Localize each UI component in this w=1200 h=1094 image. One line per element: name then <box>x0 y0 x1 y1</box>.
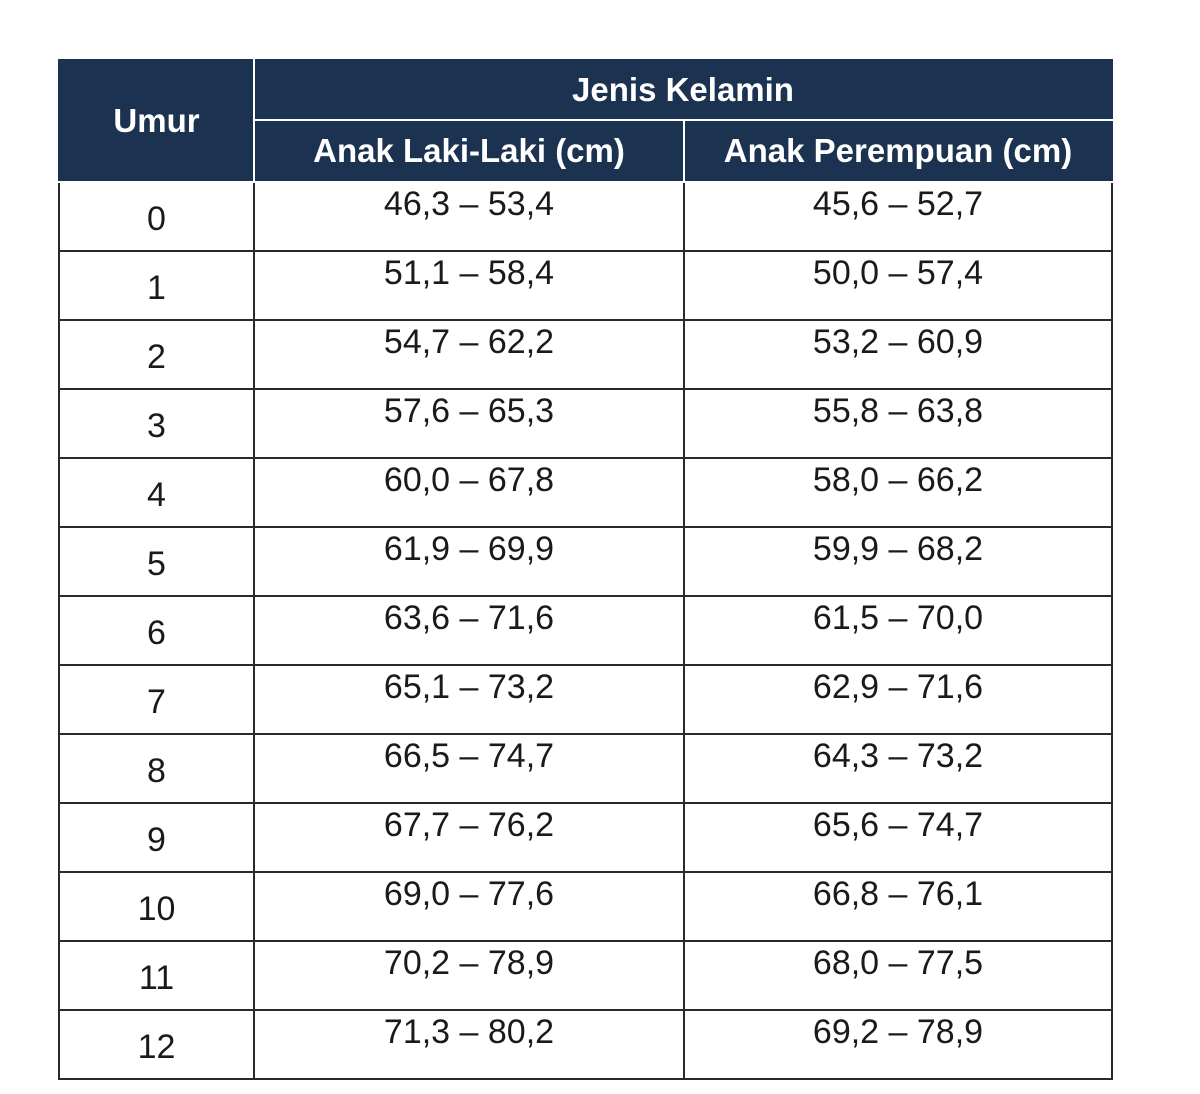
age-cell: 9 <box>59 803 254 872</box>
girl-height-cell: 68,0 – 77,5 <box>684 941 1112 1010</box>
girl-height-cell: 59,9 – 68,2 <box>684 527 1112 596</box>
girl-height-cell: 53,2 – 60,9 <box>684 320 1112 389</box>
age-cell: 7 <box>59 665 254 734</box>
age-cell: 0 <box>59 182 254 251</box>
girl-height-cell: 55,8 – 63,8 <box>684 389 1112 458</box>
table-row <box>59 596 1112 665</box>
boy-column-header: Anak Laki-Laki (cm) <box>254 120 684 182</box>
table-row <box>59 1010 1112 1079</box>
table-row <box>59 251 1112 320</box>
boy-height-cell: 61,9 – 69,9 <box>254 527 684 596</box>
boy-height-cell: 70,2 – 78,9 <box>254 941 684 1010</box>
age-cell: 5 <box>59 527 254 596</box>
table-body <box>59 182 1112 1079</box>
boy-height-cell: 67,7 – 76,2 <box>254 803 684 872</box>
girl-height-cell: 69,2 – 78,9 <box>684 1010 1112 1079</box>
girl-height-cell: 65,6 – 74,7 <box>684 803 1112 872</box>
table-row <box>59 872 1112 941</box>
age-cell: 2 <box>59 320 254 389</box>
age-cell: 8 <box>59 734 254 803</box>
girl-height-cell: 58,0 – 66,2 <box>684 458 1112 527</box>
table-row <box>59 803 1112 872</box>
girl-height-cell: 62,9 – 71,6 <box>684 665 1112 734</box>
girl-height-cell: 50,0 – 57,4 <box>684 251 1112 320</box>
boy-height-cell: 54,7 – 62,2 <box>254 320 684 389</box>
girl-height-cell: 61,5 – 70,0 <box>684 596 1112 665</box>
boy-height-cell: 66,5 – 74,7 <box>254 734 684 803</box>
table-row <box>59 182 1112 251</box>
table-row <box>59 665 1112 734</box>
age-cell: 10 <box>59 872 254 941</box>
sex-group-header: Jenis Kelamin <box>254 60 1112 120</box>
table-row <box>59 320 1112 389</box>
boy-height-cell: 57,6 – 65,3 <box>254 389 684 458</box>
age-cell: 12 <box>59 1010 254 1079</box>
boy-height-cell: 71,3 – 80,2 <box>254 1010 684 1079</box>
boy-height-cell: 69,0 – 77,6 <box>254 872 684 941</box>
table-row <box>59 734 1112 803</box>
age-cell: 3 <box>59 389 254 458</box>
girl-column-header: Anak Perempuan (cm) <box>684 120 1112 182</box>
girl-height-cell: 66,8 – 76,1 <box>684 872 1112 941</box>
boy-height-cell: 46,3 – 53,4 <box>254 182 684 251</box>
age-cell: 4 <box>59 458 254 527</box>
age-column-header: Umur <box>59 60 254 182</box>
age-cell: 6 <box>59 596 254 665</box>
table-row <box>59 389 1112 458</box>
boy-height-cell: 65,1 – 73,2 <box>254 665 684 734</box>
age-cell: 1 <box>59 251 254 320</box>
table-row <box>59 527 1112 596</box>
boy-height-cell: 60,0 – 67,8 <box>254 458 684 527</box>
boy-height-cell: 63,6 – 71,6 <box>254 596 684 665</box>
table-header <box>59 60 1112 182</box>
growth-table <box>58 59 1113 1080</box>
table-row <box>59 458 1112 527</box>
age-cell: 11 <box>59 941 254 1010</box>
girl-height-cell: 45,6 – 52,7 <box>684 182 1112 251</box>
girl-height-cell: 64,3 – 73,2 <box>684 734 1112 803</box>
table-row <box>59 941 1112 1010</box>
boy-height-cell: 51,1 – 58,4 <box>254 251 684 320</box>
header-row-top <box>59 60 1112 120</box>
